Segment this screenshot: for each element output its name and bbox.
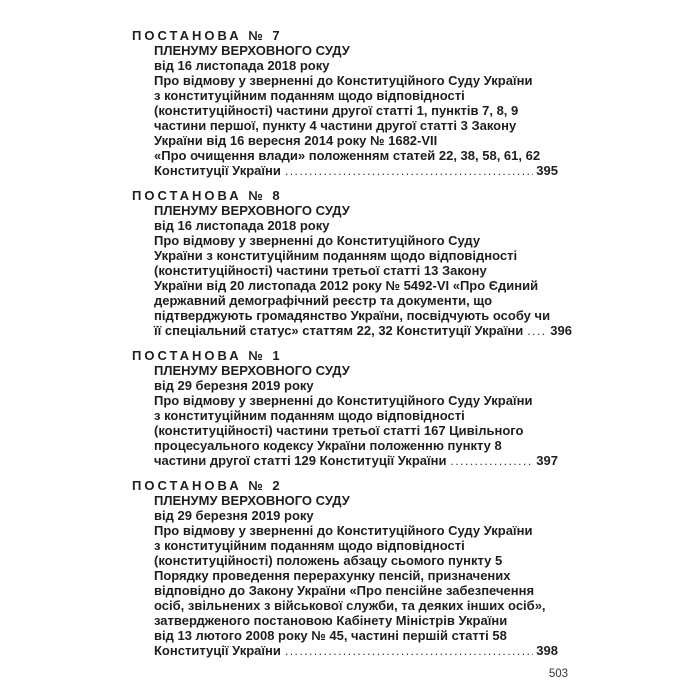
entry-page-ref: 396 [550,323,572,338]
entry-line: від 16 листопада 2018 року [154,58,330,73]
entry-line: (конституційності) частини другої статті 1, пунктів 7, 8, 9 [154,103,519,118]
entry-heading: ПОСТАНОВА № 8 [132,188,283,203]
toc-entry [132,478,558,659]
entry-line: з конституційним поданням щодо відповідності [154,88,465,103]
entry-line: відповідно до Закону України «Про пенсійне забезпечення [154,583,535,598]
entry-line: від 29 березня 2019 року [154,378,314,393]
entry-line: ПЛЕНУМУ ВЕРХОВНОГО СУДУ [154,43,350,58]
entry-line: від 16 листопада 2018 року [154,218,330,233]
entry-line: «Про очищення влади» положенням статей 22, 38, 58, 61, 62 [154,148,541,163]
toc-entry [132,188,572,339]
entry-line: частини першої, пункту 4 частини другої статті 3 Закону [154,118,517,133]
entry-leader-text: її спеціальний статус» статтям 22, 32 Конституції України [154,323,524,338]
entry-line: (конституційності) положень абзацу сьомого пункту 5 [154,553,503,568]
entry-heading: ПОСТАНОВА № 7 [132,28,283,43]
toc-entry [132,348,558,469]
footer-page-number: 503 [548,668,568,680]
entry-leader-text: частини другої статті 129 Конституції України [154,453,447,468]
entry-leader-text: Конституції України [154,643,281,658]
entry-line: ПЛЕНУМУ ВЕРХОВНОГО СУДУ [154,493,350,508]
entry-leader-line [154,163,558,179]
entry-line: процесуального кодексу України положенню пункту 8 [154,438,502,453]
entry-line: України від 16 вересня 2014 року № 1682-VII [154,133,438,148]
entry-leader-line [154,323,572,339]
entry-line: (конституційності) частини третьої статті 13 Закону [154,263,487,278]
entry-line: Про відмову у зверненні до Конституційного Суду [154,233,481,248]
entry-line: з конституційним поданням щодо відповідності [154,538,465,553]
dot-leader [285,163,533,179]
entry-line: державний демографічний реєстр та документи, що [154,293,493,308]
entry-line: Порядку проведення перерахунку пенсій, призначених [154,568,511,583]
entry-line: від 29 березня 2019 року [154,508,314,523]
entry-line: з конституційним поданням щодо відповідності [154,408,465,423]
toc-entry [132,28,558,179]
dot-leader [451,453,534,469]
entry-line: ПЛЕНУМУ ВЕРХОВНОГО СУДУ [154,363,350,378]
entry-line: Про відмову у зверненні до Конституційного Суду України [154,523,533,538]
entry-line: (конституційності) частини третьої статті 167 Цивільного [154,423,524,438]
entry-leader-line [154,453,558,469]
entry-line: Про відмову у зверненні до Конституційного Суду України [154,393,533,408]
entry-page-ref: 395 [536,163,558,178]
entry-page-ref: 397 [536,453,558,468]
entry-line: Про відмову у зверненні до Конституційного Суду України [154,73,533,88]
toc-entries [132,28,572,668]
entry-line: осіб, звільнених з військової служби, та деяких інших осіб», [154,598,546,613]
entry-heading: ПОСТАНОВА № 2 [132,478,283,493]
entry-line: затвердженого постановою Кабінету Міністрів України [154,613,508,628]
entry-line: ПЛЕНУМУ ВЕРХОВНОГО СУДУ [154,203,350,218]
entry-line: України від 20 листопада 2012 року № 5492-VI «Про Єдиний [154,278,539,293]
entry-line: України з конституційним поданням щодо відповідності [154,248,518,263]
entry-line: підтверджують громадянство України, посвідчують особу чи [154,308,551,323]
entry-leader-line [154,643,558,659]
dot-leader [527,323,547,339]
entry-page-ref: 398 [536,643,558,658]
entry-line: від 13 лютого 2008 року № 45, частині першій статті 58 [154,628,507,643]
entry-leader-text: Конституції України [154,163,281,178]
entry-heading: ПОСТАНОВА № 1 [132,348,283,363]
dot-leader [285,643,533,659]
